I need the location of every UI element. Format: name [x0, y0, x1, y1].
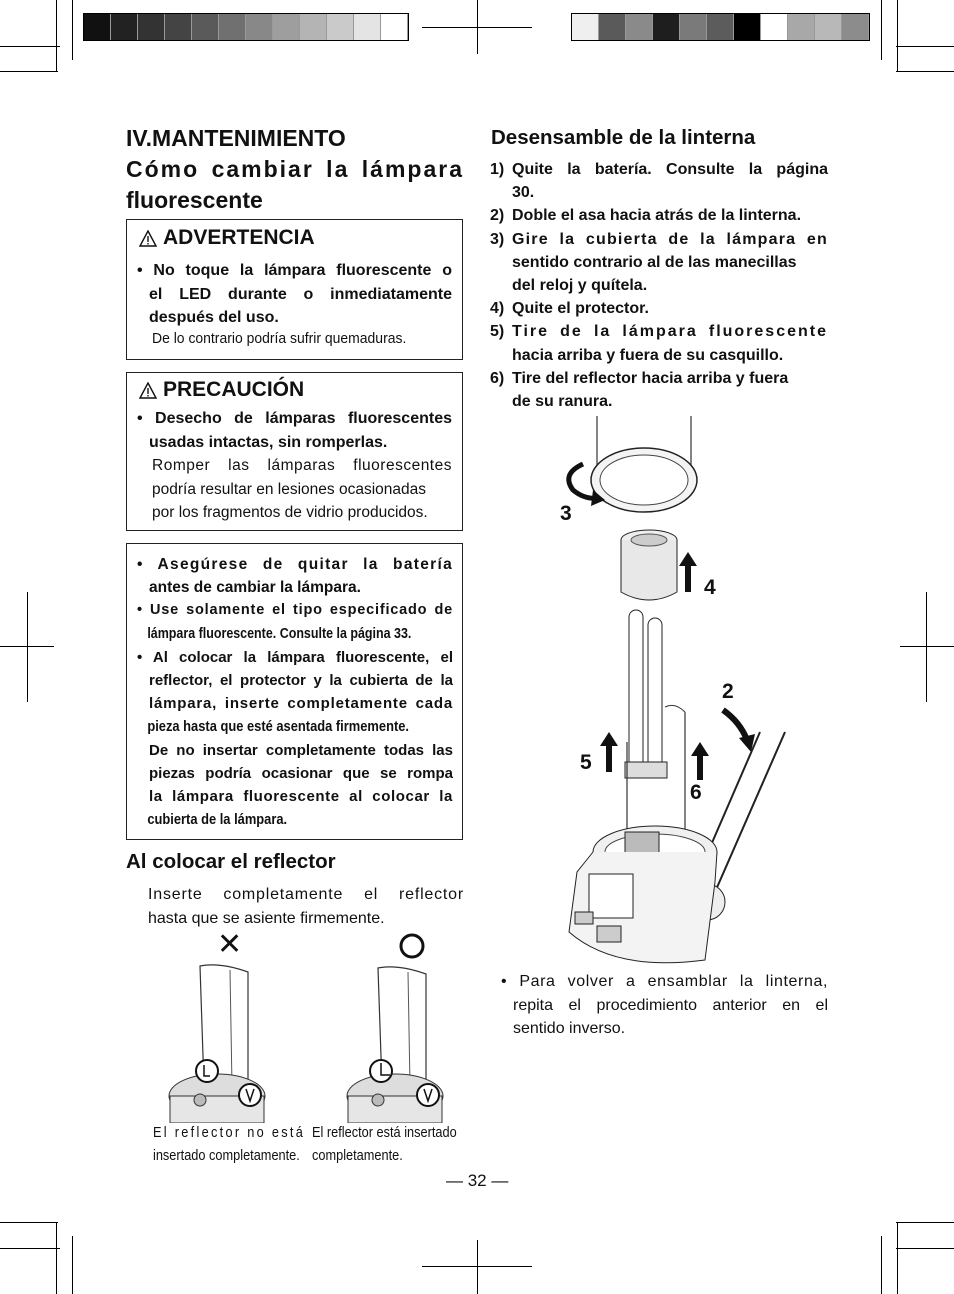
warning-bullet: • No toque la lámpara fluorescente o el LED durante o inmediatamente después del uso. — [137, 262, 452, 326]
right-mark-icon — [398, 932, 426, 960]
reflector-body: Inserte completamente el reflector hasta que se asiente firmemente. — [148, 886, 464, 927]
color-swatch — [680, 14, 707, 40]
caution-note: Romper las lámparas fluorescentes podría resultar en lesiones ocasionadas por los fragmentos de vidrio producidos. — [152, 457, 452, 521]
fluorescent-lamp — [625, 610, 667, 778]
color-swatch — [707, 14, 734, 40]
reflector-wrong-illustration — [160, 958, 270, 1123]
warning-title: ADVERTENCIA — [163, 226, 315, 249]
color-swatch — [354, 14, 381, 40]
color-swatch — [84, 14, 111, 40]
lantern-exploded-diagram — [555, 412, 800, 972]
warning-box — [126, 219, 463, 360]
step-item: 4) Quite el protector. — [490, 300, 649, 318]
note-item: • Use solamente el tipo especificado de lámpara fluorescente. Consulte la página 33. — [137, 602, 453, 642]
color-swatch — [788, 14, 815, 40]
color-swatch — [165, 14, 192, 40]
color-swatch — [815, 14, 842, 40]
color-swatch — [761, 14, 788, 40]
lamp-cover — [591, 416, 697, 512]
diagram-label-6: 6 — [690, 781, 702, 804]
caption-right: El reflector está insertado completamente. — [312, 1125, 457, 1164]
color-swatch — [842, 14, 869, 40]
page-subtitle: Cómo cambiar la lámpara fluorescente — [126, 156, 464, 213]
bend-arrow-icon — [723, 710, 755, 752]
up-arrow-icon — [679, 552, 697, 592]
color-swatch — [138, 14, 165, 40]
color-swatch — [626, 14, 653, 40]
warning-triangle-icon — [139, 382, 157, 399]
protector — [621, 530, 677, 600]
diagram-label-5: 5 — [580, 751, 592, 774]
caution-title: PRECAUCIÓN — [163, 378, 305, 401]
up-arrow-icon — [600, 732, 618, 772]
color-swatch — [327, 14, 354, 40]
step-item: 1) Quite la batería. Consulte la página 30. — [490, 161, 828, 202]
wrong-mark-icon: ✕ — [217, 928, 243, 961]
disassembly-steps — [490, 158, 828, 413]
step-item: 3) Gire la cubierta de la lámpara en sentido contrario al de las manecillas del reloj y quítela. — [490, 230, 828, 295]
section-title: IV.MANTENIMIENTO — [126, 125, 346, 151]
color-swatch — [734, 14, 761, 40]
step-item: 2) Doble el asa hacia atrás de la linterna. — [490, 207, 802, 225]
step-item: 5) Tire de la lámpara fluorescente hacia arriba y fuera de su casquillo. — [490, 323, 828, 364]
reflector-title: Al colocar el reflector — [126, 850, 336, 873]
color-swatch — [246, 14, 273, 40]
note-item: • Asegúrese de quitar la batería antes de cambiar la lámpara. — [137, 556, 453, 597]
step-item: 6) Tire del reflector hacia arriba y fuera de su ranura. — [490, 369, 789, 411]
color-swatch — [653, 14, 680, 40]
color-bar-right — [571, 13, 870, 41]
color-swatch — [111, 14, 138, 40]
up-arrow-icon — [691, 742, 709, 780]
color-swatch — [219, 14, 246, 40]
warning-note: De lo contrario podría sufrir quemaduras. — [152, 330, 407, 347]
color-swatch — [273, 14, 300, 40]
disassembly-title: Desensamble de la linterna — [491, 126, 756, 149]
caption-wrong: El reflector no está insertado completamente. — [153, 1125, 306, 1164]
lantern-base — [569, 826, 717, 963]
reflector-right-illustration — [338, 958, 448, 1123]
reassembly-note: • Para volver a ensamblar la linterna, repita el procedimiento anterior en el sentido inverso. — [501, 973, 828, 1037]
color-swatch — [381, 14, 408, 40]
notes-box — [126, 543, 463, 840]
warning-triangle-icon — [139, 230, 157, 247]
color-swatch — [572, 14, 599, 40]
page-number: — 32 — — [446, 1171, 509, 1190]
diagram-label-3: 3 — [560, 502, 572, 525]
diagram-label-2: 2 — [722, 680, 734, 703]
caution-bullet: • Desecho de lámparas fluorescentes usadas intactas, sin romperlas. — [137, 410, 452, 451]
color-bar-left — [83, 13, 409, 41]
color-swatch — [192, 14, 219, 40]
diagram-label-4: 4 — [704, 576, 716, 599]
caution-box — [126, 372, 463, 531]
color-swatch — [599, 14, 626, 40]
note-item: • Al colocar la lámpara fluorescente, el reflector, el protector y la cubierta de la lámpara, inserte completamente cada pieza hasta que esté asentada firmemente. De no insertar completamente todas las piezas podría ocasionar que se rompa la lámpara fluorescente al colocar la cubierta de la lámpara. — [137, 648, 453, 829]
color-swatch — [300, 14, 327, 40]
